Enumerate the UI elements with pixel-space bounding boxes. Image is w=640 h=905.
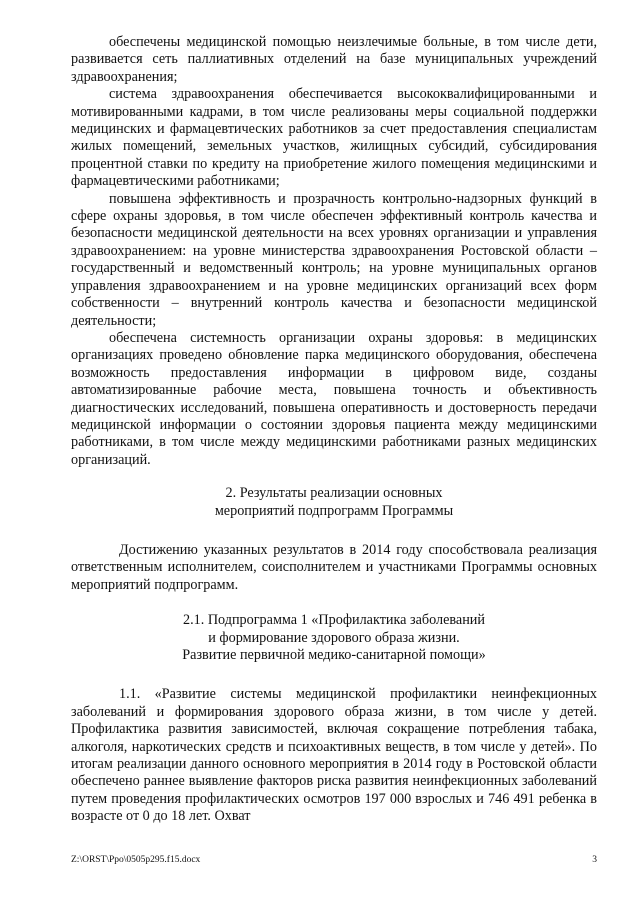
paragraph-control: повышена эффективность и прозрачность контрольно-надзорных функций в сфере охраны здоровья, в том числе обеспечен эффективный контроль качества и безопасности медицинской деятельности на всех уровнях организации и управления здравоохранением: на уровне министерства здравоохранения Ростовской области – государственный и ведомственный контроль; на уровне муниципальных органов управления здравоохранением и на уровне медицинских организаций всех форм собственности – внутренний контроль качества и безопасности медицинской деятельности;	[71, 190, 597, 329]
spacer	[71, 469, 597, 485]
section-2-heading-line-2: мероприятий подпрограмм Программы	[214, 502, 454, 519]
subsection-2-1-heading	[71, 612, 597, 664]
section-2-heading-line-1: 2. Результаты реализации основных	[225, 485, 443, 502]
paragraph-measure-1-1: 1.1. «Развитие системы медицинской профилактики неинфекционных заболеваний и формирования здорового образа жизни, в том числе у детей. Профилактика развития зависимостей, включая сокращение потребления табака, алкоголя, наркотических средств и психоактивных веществ, в том числе у детей». По итогам реализации данного основного мероприятия в 2014 году в Ростовской области обеспечено раннее выявление факторов риска развития неинфекционных заболеваний путем проведения профилактических осмотров 197 000 взрослых и 746 491 ребенка в возрасте от 0 до 18 лет. Охват	[71, 686, 597, 825]
subsection-heading-line-1: 2.1. Подпрограмма 1 «Профилактика заболеваний	[182, 612, 485, 629]
subsection-heading-line-3: Развитие первичной медико-санитарной помощи»	[182, 647, 486, 663]
section-2-heading	[71, 485, 597, 520]
spacer	[71, 594, 597, 612]
paragraph-systemic: обеспечена системность организации охраны здоровья: в медицинских организациях проведено обновление парка медицинского оборудования, обеспечена возможность предоставления информации в цифровом виде, созданы автоматизированные рабочие места, повышена точность и объективность диагностических исследований, повышена оперативность и достоверность передачи медицинской информации о состоянии здоровья пациента между медицинскими работниками, в том числе между медицинскими работниками разных медицинских организаций.	[71, 329, 597, 468]
paragraph-palliative: обеспечены медицинской помощью неизлечимые больные, в том числе дети, развивается сеть паллиативных отделений на базе муниципальных учреждений здравоохранения;	[71, 34, 597, 85]
page-body	[71, 34, 597, 826]
spacer	[71, 664, 597, 686]
spacer	[71, 520, 597, 542]
file-path: Z:\ORST\Ppo\0505p295.f15.docx	[71, 855, 201, 865]
paragraph-staff: система здравоохранения обеспечивается высококвалифицированными и мотивированными кадрами, в том числе реализованы меры социальной поддержки медицинских и фармацевтических работников за счет предоставления специалистам жилых помещений, земельных участков, жилищных субсидий, субсидирования процентной ставки по кредиту на приобретение жилого помещения медицинскими и фармацевтическими работниками;	[71, 86, 597, 190]
subsection-heading-line-2: и формирование здорового образа жизни.	[208, 629, 460, 646]
paragraph-achievement: Достижению указанных результатов в 2014 году способствовала реализация ответственным исполнителем, соисполнителем и участниками Программы основных мероприятий подпрограмм.	[71, 541, 597, 593]
page-number: 3	[592, 855, 597, 865]
